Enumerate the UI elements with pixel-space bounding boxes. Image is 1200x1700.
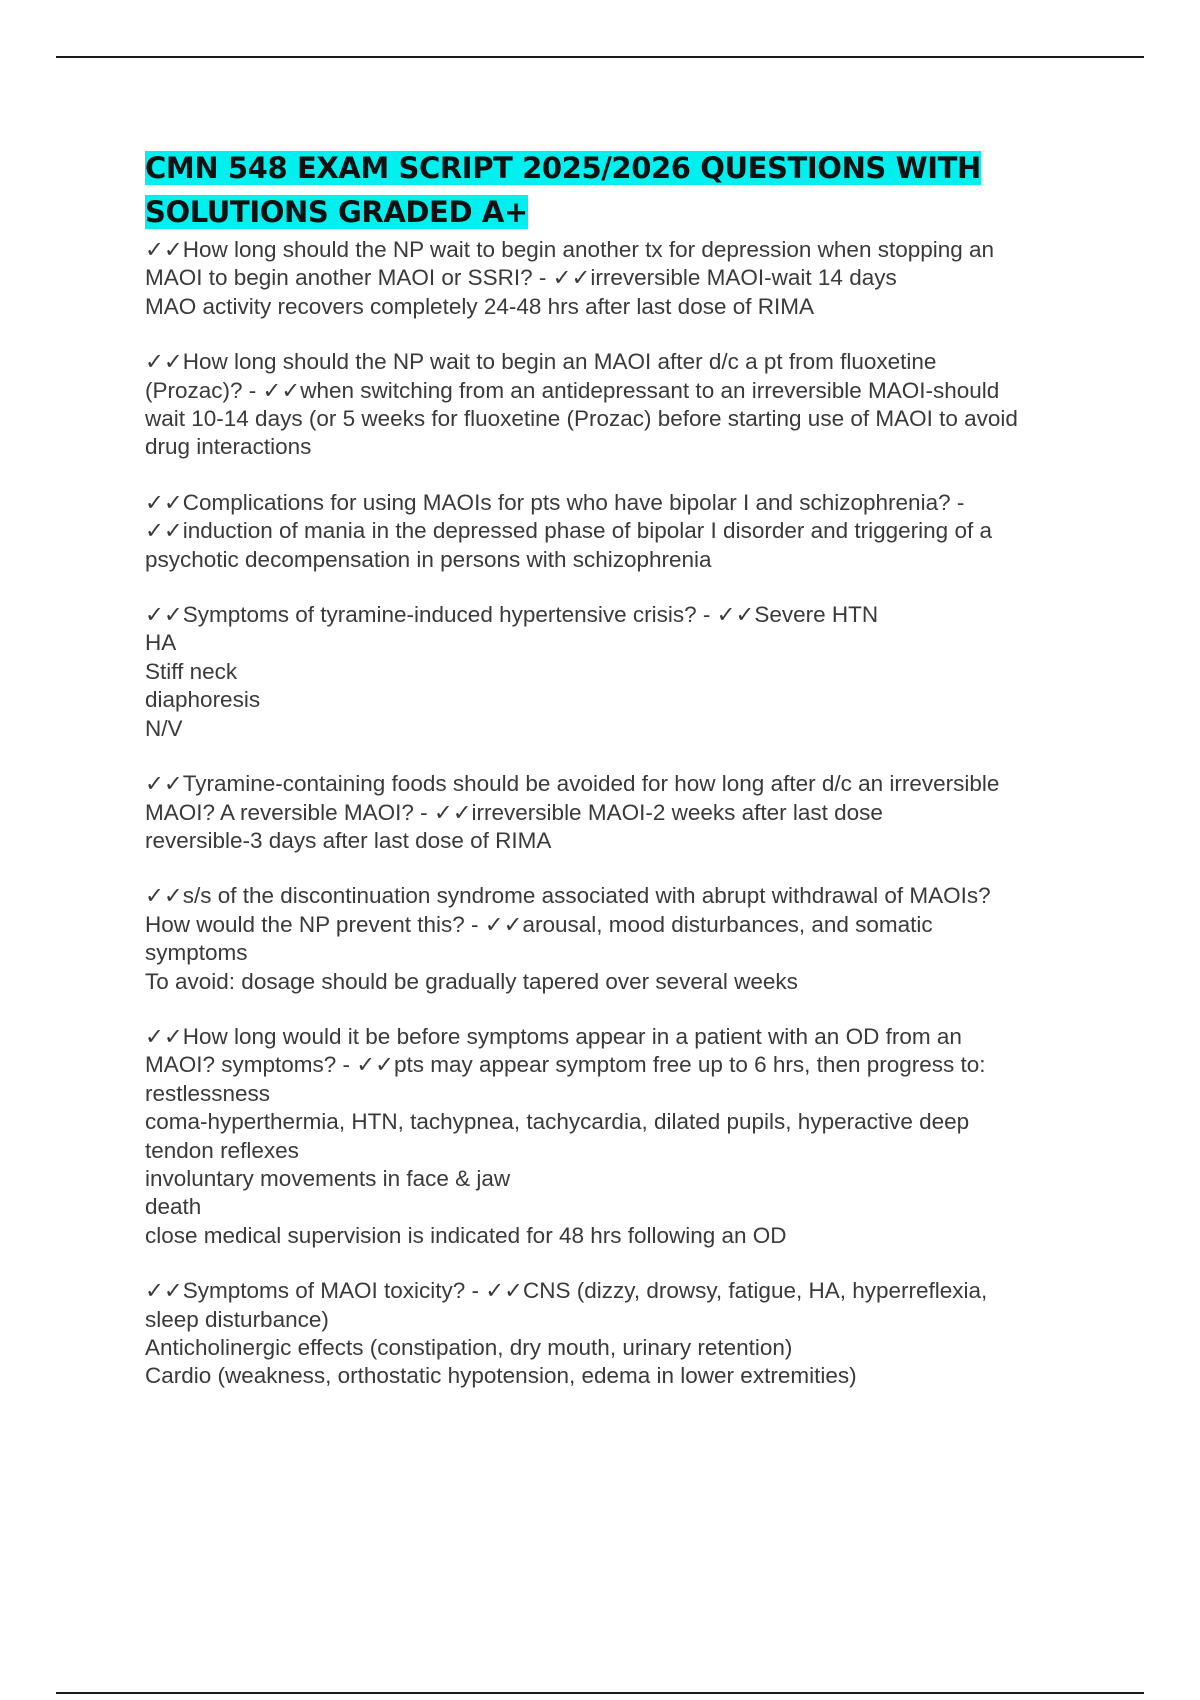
qa-line: close medical supervision is indicated for 48 hrs following an OD bbox=[145, 1222, 787, 1248]
qa-line: ✓✓Complications for using MAOIs for pts who have bipolar I and schizophrenia? - bbox=[145, 489, 965, 515]
document-title bbox=[145, 146, 1100, 234]
qa-line: MAOI to begin another MAOI or SSRI? - ✓✓irreversible MAOI-wait 14 days bbox=[145, 265, 897, 291]
qa-line: MAO activity recovers completely 24-48 hrs after last dose of RIMA bbox=[145, 293, 814, 319]
qa-line: ✓✓How long would it be before symptoms appear in a patient with an OD from an bbox=[145, 1023, 962, 1049]
qa-line: involuntary movements in face & jaw bbox=[145, 1165, 511, 1191]
qa-line: Anticholinergic effects (constipation, dry mouth, urinary retention) bbox=[145, 1335, 793, 1360]
bottom-rule bbox=[56, 1692, 1144, 1694]
qa-line: ✓✓How long should the NP wait to begin another tx for depression when stopping an bbox=[145, 237, 995, 262]
qa-block-maoi-toxicity bbox=[145, 1277, 1100, 1391]
qa-line: tendon reflexes bbox=[145, 1137, 299, 1163]
qa-block-hypertensive-crisis bbox=[145, 601, 1100, 743]
qa-line: ✓✓Symptoms of tyramine-induced hypertensive crisis? - ✓✓Severe HTN bbox=[145, 602, 879, 628]
document-content bbox=[145, 146, 1100, 1418]
qa-line: restlessness bbox=[145, 1080, 271, 1106]
qa-line: drug interactions bbox=[145, 434, 312, 460]
qa-line: ✓✓Tyramine-containing foods should be avoided for how long after d/c an irreversible bbox=[145, 771, 1000, 797]
qa-block-maoi-overdose bbox=[145, 1023, 1100, 1250]
qa-line: MAOI? A reversible MAOI? - ✓✓irreversible MAOI-2 weeks after last dose bbox=[145, 799, 883, 825]
title-line: SOLUTIONS GRADED A+ bbox=[145, 195, 528, 229]
qa-line: wait 10-14 days (or 5 weeks for fluoxetine (Prozac) before starting use of MAOI to avoid bbox=[145, 406, 1018, 432]
qa-line: ✓✓Symptoms of MAOI toxicity? - ✓✓CNS (dizzy, drowsy, fatigue, HA, hyperreflexia, bbox=[145, 1278, 988, 1304]
qa-line: ✓✓induction of mania in the depressed phase of bipolar I disorder and triggering of a bbox=[145, 518, 992, 544]
qa-line: MAOI? symptoms? - ✓✓pts may appear symptom free up to 6 hrs, then progress to: bbox=[145, 1052, 986, 1078]
qa-line: ✓✓How long should the NP wait to begin an MAOI after d/c a pt from fluoxetine bbox=[145, 349, 937, 375]
qa-line: sleep disturbance) bbox=[145, 1306, 329, 1332]
qa-block-tyramine-foods bbox=[145, 770, 1100, 855]
qa-block-bipolar-schizophrenia bbox=[145, 489, 1100, 574]
qa-line: (Prozac)? - ✓✓when switching from an antidepressant to an irreversible MAOI-should bbox=[145, 377, 1000, 403]
qa-line: ✓✓s/s of the discontinuation syndrome associated with abrupt withdrawal of MAOIs? bbox=[145, 883, 991, 909]
qa-line: To avoid: dosage should be gradually tapered over several weeks bbox=[145, 968, 798, 994]
qa-line: psychotic decompensation in persons with schizophrenia bbox=[145, 546, 712, 572]
top-rule bbox=[56, 56, 1144, 58]
qa-line: Stiff neck bbox=[145, 658, 238, 684]
qa-line: Cardio (weakness, orthostatic hypotension, edema in lower extremities) bbox=[145, 1363, 857, 1389]
qa-line: reversible-3 days after last dose of RIMA bbox=[145, 827, 552, 853]
qa-line: death bbox=[145, 1194, 202, 1220]
qa-line: coma-hyperthermia, HTN, tachypnea, tachycardia, dilated pupils, hyperactive deep bbox=[145, 1109, 970, 1135]
qa-block-discontinuation-syndrome bbox=[145, 882, 1100, 996]
qa-block-fluoxetine-maoi-wait bbox=[145, 348, 1100, 462]
qa-block-maoi-switch-wait bbox=[145, 236, 1100, 321]
title-line: CMN 548 EXAM SCRIPT 2025/2026 QUESTIONS WITH bbox=[145, 151, 981, 185]
qa-line: HA bbox=[145, 630, 177, 656]
qa-line: symptoms bbox=[145, 940, 248, 966]
qa-line: How would the NP prevent this? - ✓✓arousal, mood disturbances, and somatic bbox=[145, 911, 933, 937]
qa-line: N/V bbox=[145, 715, 183, 741]
qa-line: diaphoresis bbox=[145, 687, 261, 713]
